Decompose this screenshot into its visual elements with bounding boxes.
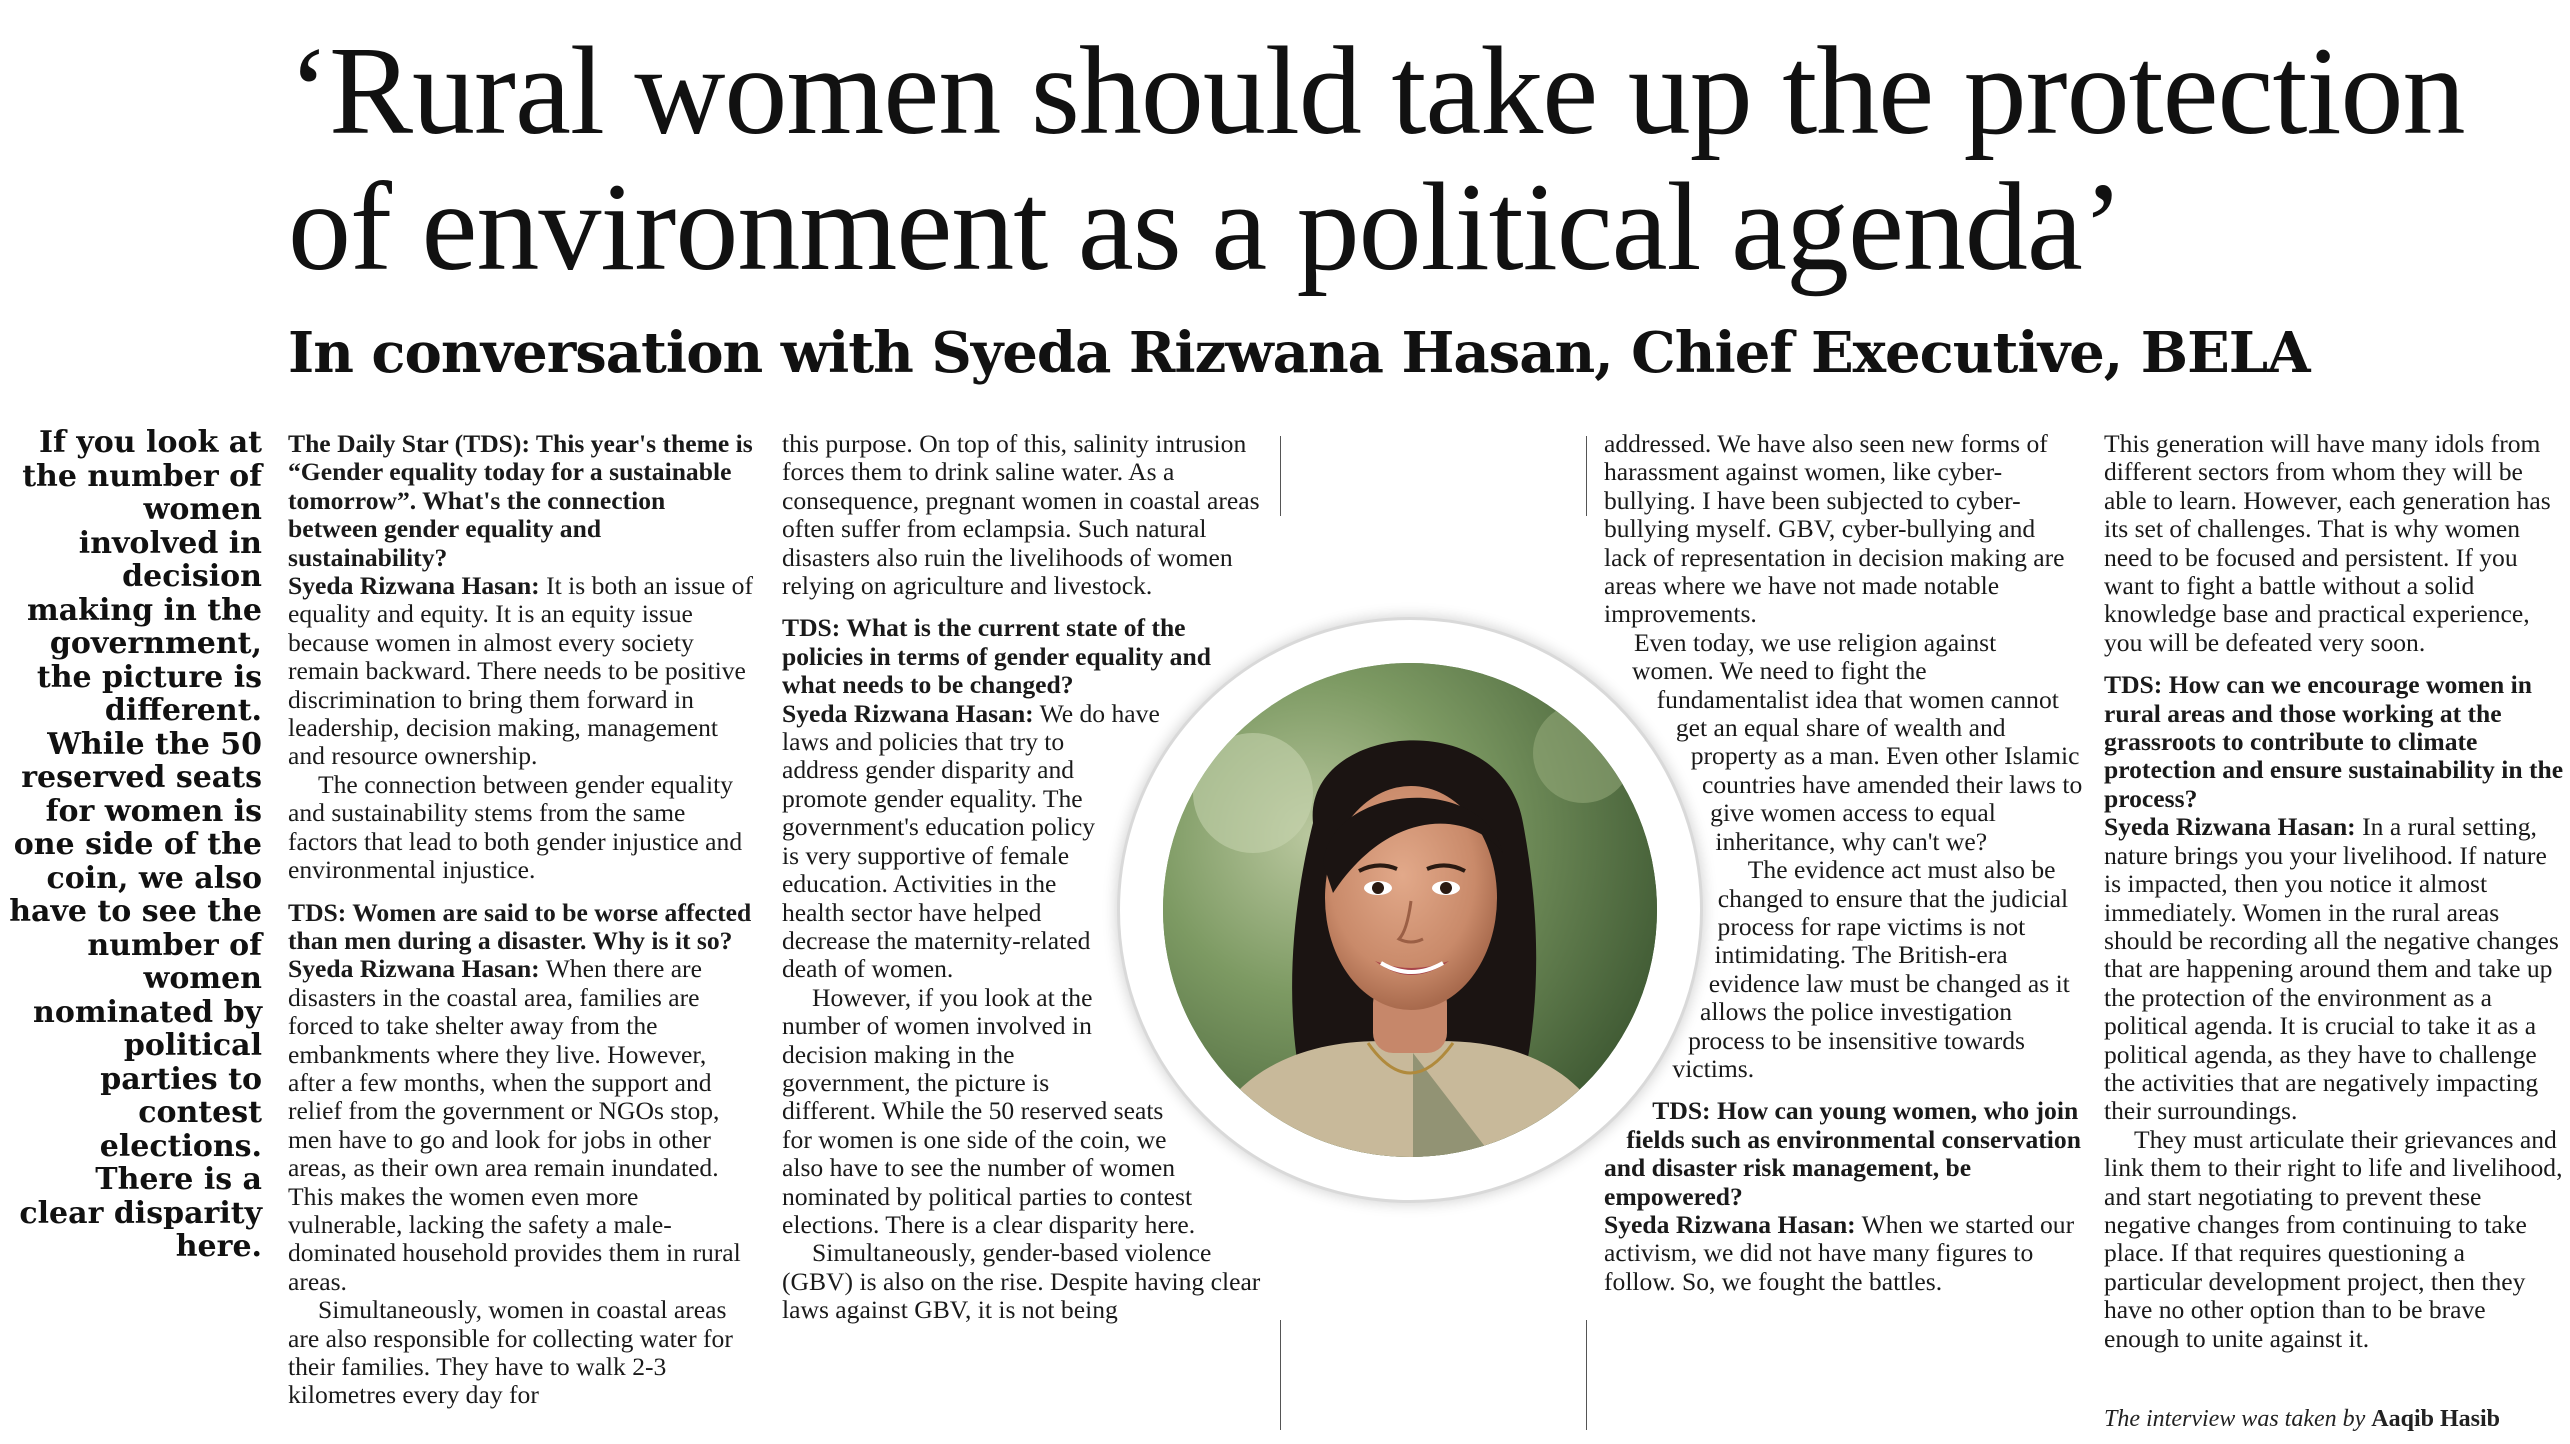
credit-name: Aaqib Hasib bbox=[2371, 1406, 2500, 1432]
column-rule bbox=[1280, 1320, 1281, 1430]
speaker-label: Syeda Rizwana Hasan: bbox=[782, 698, 1034, 728]
pull-quote: If you look at the number of women involved in decision making in the government, the picture is different. While the 50 reserved seats for women is one side of the coin, we also have to see the number of women nominated by political parties to contest elections. There is a clear disparity here. bbox=[9, 425, 262, 1264]
answer-text: In a rural setting, nature brings you your livelihood. If nature is impacted, then you notice it almost immediately. Women in the rural areas should be recording all the negative changes that are happening around them and take up the protection of the environment as a political agenda. It is crucial to take it as a political agenda, as they have to challenge the activities that are negatively impacting their surroundings. bbox=[2104, 812, 2559, 1126]
column-3-paragraph-3: The evidence act must also be changed to ensure that the judicial process for rape victims is not intimidating. The British-era evidence law must be changed as it allows the police investigation process to be insensitive towards victims. bbox=[1672, 855, 2070, 1083]
column-2-continuation: this purpose. On top of this, salinity intrusion forces them to drink saline water. As a consequence, pregnant women in coastal areas often suffer from eclampsia. Such natural disasters also ruin the livelihoods of women relying on agriculture and livestock. bbox=[782, 430, 1260, 601]
question-5: TDS: How can we encourage women in rural areas and those working at the grassroots to contribute to climate protection and ensure sustainability in the process? bbox=[2104, 670, 2564, 813]
answer-4 bbox=[1604, 1211, 2084, 1296]
headline-line-2: of environment as a political agenda’ bbox=[288, 158, 2123, 297]
subheadline: In conversation with Syeda Rizwana Hasan, Chief Executive, BELA bbox=[288, 320, 2310, 386]
article-column-1 bbox=[288, 430, 758, 1444]
answer-5-paragraph-2: They must articulate their grievances and link them to their right to life and livelihood, and start negotiating to prevent these negative changes from continuing to take place. If that requires questioning a particular development project, then they have no other option than to be brave enough to unite against it. bbox=[2104, 1124, 2563, 1353]
answer-2 bbox=[288, 955, 758, 1296]
question-1: The Daily Star (TDS): This year's theme is “Gender equality today for a sustainable tomorrow”. What's the connection between gender equality and sustainability? bbox=[288, 430, 753, 572]
credit-prefix: The interview was taken by bbox=[2104, 1406, 2372, 1432]
column-rule bbox=[1280, 436, 1281, 516]
article-column-4 bbox=[2104, 430, 2564, 1444]
speaker-label: Syeda Rizwana Hasan: bbox=[2104, 812, 2356, 842]
speaker-label: Syeda Rizwana Hasan: bbox=[288, 571, 540, 601]
question-2: TDS: Women are said to be worse affected than men during a disaster. Why is it so? bbox=[288, 897, 752, 955]
question-3: TDS: What is the current state of the policies in terms of gender equality and what needs to be changed? bbox=[782, 613, 1211, 700]
speaker-label: Syeda Rizwana Hasan: bbox=[288, 954, 540, 984]
column-3-continuation: addressed. We have also seen new forms of harassment against women, like cyber-bullying. I have been subjected to cyber-bullying myself. GBV, cyber-bullying and lack of representation in decision making are areas where we have not made notable improvements. bbox=[1604, 430, 2065, 629]
column-rule bbox=[1586, 436, 1587, 516]
answer-3-paragraph-3: Simultaneously, gender-based violence (GBV) is also on the rise. Despite having clear laws against GBV, it is not being bbox=[782, 1238, 1261, 1325]
question-4: TDS: How can young women, who join fields such as environmental conservation and disaster risk management, be empowered? bbox=[1604, 1096, 2081, 1211]
headline bbox=[288, 24, 2558, 296]
headline-line-1: ‘Rural women should take up the protection bbox=[288, 22, 2465, 161]
answer-text: When there are disasters in the coastal area, families are forced to take shelter away from the embankments where they live. However, after a few months, when the support and relief from the government or NGOs stop, men have to go and look for jobs in other areas, as their own area remain inundated. This makes the women even more vulnerable, lacking the safety a male-dominated household provides them in rural areas. bbox=[288, 954, 741, 1296]
interview-credit bbox=[2104, 1404, 2564, 1434]
portrait-photo bbox=[1163, 663, 1657, 1157]
answer-text: We do have laws and policies that try to address gender disparity and promote gender equality. The government's education policy is very supportive of female education. Activities in the health sector have helped decrease the maternity-related death of women. bbox=[782, 698, 1160, 984]
answer-5 bbox=[2104, 813, 2564, 1125]
answer-text: When we started our activism, we did not have many figures to follow. So, we fought the battles. bbox=[1604, 1209, 2075, 1296]
answer-3-paragraph-2: However, if you look at the number of women involved in decision making in the government, the picture is different. While the 50 reserved seats for women is one side of the coin, we also have to see the number of women nominated by political parties to contest elections. There is a clear disparity here. bbox=[782, 982, 1196, 1239]
answer-1 bbox=[288, 572, 758, 771]
column-rule bbox=[1586, 1320, 1587, 1430]
answer-2-paragraph-2: Simultaneously, women in coastal areas are also responsible for collecting water for their families. They have to walk 2-3 kilometres every day for bbox=[288, 1295, 733, 1410]
speaker-label: Syeda Rizwana Hasan: bbox=[1604, 1209, 1856, 1239]
answer-text: It is both an issue of equality and equity. It is an equity issue because women in almost every society remain backward. There needs to be positive discrimination to bring them forward in leadership, decision making, management and resource ownership. bbox=[288, 571, 753, 771]
column-4-continuation: This generation will have many idols from different sectors from whom they will be able to learn. However, each generation has its set of challenges. That is why women need to be focused and persistent. If you want to fight a battle without a solid knowledge base and practical experience, you will be defeated very soon. bbox=[2104, 430, 2551, 657]
column-3-paragraph-2: Even today, we use religion against women. We need to fight the fundamentalist idea that women cannot get an equal share of wealth and property as a man. Even other Islamic countries have amended their laws to give women access to equal inheritance, why can't we? bbox=[1632, 627, 2083, 856]
portrait-illustration bbox=[1163, 663, 1657, 1157]
answer-1-paragraph-2: The connection between gender equality and sustainability stems from the same factors that lead to both gender injustice and environmental injustice. bbox=[288, 769, 743, 885]
